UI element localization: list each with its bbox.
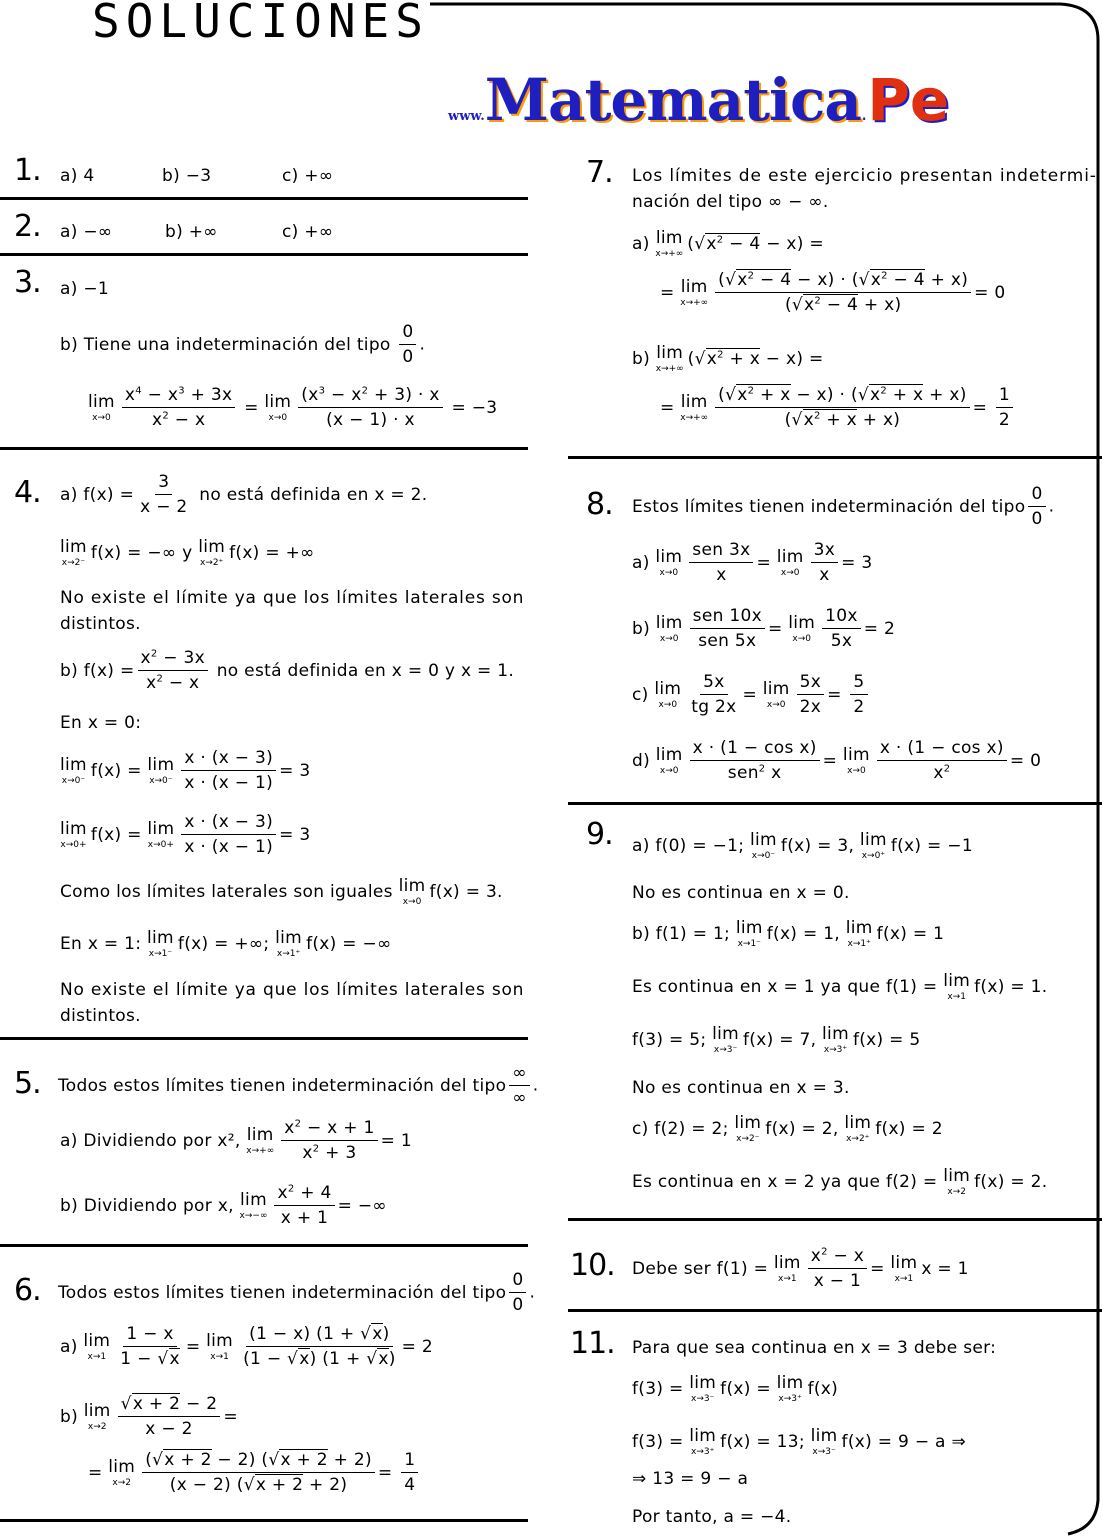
divider — [0, 253, 528, 256]
divider — [0, 447, 528, 450]
text: Es continua en x = 1 ya que f(1) = — [632, 976, 938, 997]
equation: a) lim x→+∞ $(√x^2 - 4 - x)$ = — [632, 228, 824, 259]
divider — [568, 1309, 1102, 1312]
text: b) Dividiendo por x, — [60, 1195, 234, 1216]
section-number: 7. — [586, 155, 613, 190]
section-number: 11. — [570, 1326, 615, 1361]
text: distintos. — [60, 614, 141, 634]
equation: = lim x→2 $\frac{(√x + 2 - 2) (√x + 2 + 2)}{(x - 2) (√x + 2 + 2)}$ = $\frac{1}{4}$ — [88, 1450, 421, 1495]
equation: b) lim x→0 $\frac{\text{sen 10x}}{\text{sen 5x}}$ = lim x→0 $\frac{10x}{5x}$ = 2 — [632, 606, 896, 651]
equation: ⇒ 13 = 9 − a — [632, 1469, 749, 1489]
text: Es continua en x = 2 ya que f(2) = — [632, 1171, 938, 1192]
equation: = lim x→+∞ $\frac{(√x^2 - 4 - x) \cdot (√x^2 - 4 + x)}{(√x^2 - 4 + x)}$ = 0 — [660, 270, 1006, 315]
equation: Debe ser f(1) = lim x→1 $\frac{x^2 - x}{x - 1}$ = lim x→1 x = 1 — [632, 1246, 969, 1291]
equation: Es continua en x = 1 ya que f(1) = lim x→1 f(x) = 1. — [632, 971, 1048, 1002]
section-number: 2. — [14, 209, 41, 244]
text: Por tanto, a = −4. — [632, 1507, 792, 1527]
page-title: SOLUCIONES — [92, 0, 429, 48]
section-number: 1. — [14, 153, 41, 188]
section-number: 3. — [14, 265, 41, 300]
text: Estos límites tienen indeterminación del tipo — [632, 496, 1026, 517]
divider — [0, 197, 528, 200]
equation: b) f(1) = 1; lim x→1⁻ f(x) = 1, lim x→1⁺ f(x) = 1 — [632, 918, 945, 949]
text: En x = 1: — [60, 933, 142, 954]
equation: lim x→0⁻ f(x) = lim x→0⁻ $\frac{x \cdot (x - 3)}{x \cdot (x - 1)}$ = 3 — [60, 748, 311, 793]
divider — [568, 1218, 1102, 1221]
equation: Como los límites laterales son iguales lim x→0 f(x) = 3. — [60, 876, 503, 907]
text: a) f(0) = −1; — [632, 835, 745, 856]
divider — [0, 1244, 528, 1247]
equation: Todos estos límites tienen indeterminación del tipo $\frac{\infty}{\infty}$ . — [58, 1063, 539, 1108]
answer-a: a) 4 — [60, 166, 95, 186]
equation: b) lim x→+∞ $(√x^2 + x - x)$ = — [632, 343, 824, 374]
equation: f(3) = 5; lim x→3⁻ f(x) = 7, lim x→3⁺ f(x) = 5 — [632, 1024, 921, 1055]
equation: c) lim x→0 $\frac{5x}{tg 2x}$ = lim x→0 $\frac{5x}{2x}$ = $\frac{5}{2}$ — [632, 672, 871, 717]
text: f(x) = 3. — [429, 881, 503, 902]
text: f(3) = 5; — [632, 1029, 707, 1050]
text: Como los límites laterales son iguales — [60, 881, 393, 902]
equation: a) f(x) = $\frac{3}{x - 2}$ no está definida en x = 2. — [60, 472, 428, 517]
equation: a) Dividiendo por x², lim x→+∞ $\frac{x^2 - x + 1}{x^2 + 3}$ = 1 — [60, 1118, 412, 1163]
text: Todos estos límites tienen indeterminación del tipo — [58, 1075, 507, 1096]
text: No existe el límite ya que los límites laterales son — [60, 980, 525, 1000]
equation: a) f(0) = −1; lim x→0⁻ f(x) = 3, lim x→0⁺ f(x) = −1 — [632, 830, 973, 861]
text: Para que sea continua en x = 3 debe ser: — [632, 1338, 997, 1358]
divider — [0, 1037, 528, 1040]
equation: f(3) = lim x→3⁺ f(x) = 13; lim x→3⁻ f(x) = 9 − a ⇒ — [632, 1426, 967, 1457]
equation: c) f(2) = 2; lim x→2⁻ f(x) = 2, lim x→2⁺ f(x) = 2 — [632, 1113, 943, 1144]
equation: lim x→0+ f(x) = lim x→0+ $\frac{x \cdot (x - 3)}{x \cdot (x - 1)}$ = 3 — [60, 812, 311, 857]
equation: f(3) = lim x→3⁻ f(x) = lim x→3⁺ f(x) — [632, 1373, 839, 1404]
answer-b: b) +∞ — [165, 222, 218, 242]
logo-brand: Matematica — [484, 66, 861, 134]
equation: b) Dividiendo por x, lim x→−∞ $\frac{x^2 + 4}{x + 1}$ = −∞ — [60, 1183, 387, 1228]
equation: lim x→0 $\frac{x^4 - x^3 + 3x}{x^2 - x}$ = lim x→0 $\frac{(x^3 - x^2 + 3) \cdot x}{(x - 1) \cdot x}$ = −3 — [88, 385, 498, 430]
answer-b-text: b) Tiene una indeterminación del tipo — [60, 334, 391, 355]
equation: Todos estos límites tienen indeterminación del tipo $\frac{0}{0}$ . — [58, 1270, 536, 1315]
text: No existe el límite ya que los límites laterales son — [60, 588, 525, 608]
text: Todos estos límites tienen indeterminación del tipo — [58, 1282, 507, 1303]
equation: Es continua en x = 2 ya que f(2) = lim x→2 f(x) = 2. — [632, 1166, 1048, 1197]
answer-c: c) +∞ — [282, 166, 334, 186]
answer-a: a) −∞ — [60, 222, 113, 242]
equation: Estos límites tienen indeterminación del tipo $\frac{0}{0}$ . — [632, 484, 1055, 529]
answer-a: a) −1 — [60, 279, 110, 299]
text: No es continua en x = 3. — [632, 1078, 850, 1098]
divider — [568, 802, 1102, 805]
text: nación del tipo ∞ − ∞. — [632, 192, 829, 212]
logo-dot: . — [860, 101, 868, 125]
logo-prefix: www. — [448, 109, 485, 124]
text: c) f(2) = 2; — [632, 1118, 729, 1139]
equation: a) lim x→0 $\frac{\text{sen 3x}}{x}$ = lim x→0 $\frac{3x}{x}$ = 3 — [632, 540, 873, 585]
answer-c: c) +∞ — [282, 222, 334, 242]
section-number: 4. — [14, 475, 41, 510]
text: b) f(1) = 1; — [632, 923, 731, 944]
equation: b) lim x→2 $\frac{√x + 2 - 2}{x - 2}$ = — [60, 1394, 238, 1439]
section-number: 10. — [570, 1248, 615, 1283]
text: distintos. — [60, 1006, 141, 1026]
text: En x = 0: — [60, 713, 142, 733]
text: a) Dividiendo por x², — [60, 1130, 241, 1151]
result: = −3 — [451, 397, 498, 418]
text: no está definida en x = 0 y x = 1. — [216, 660, 515, 681]
section-number: 5. — [14, 1066, 41, 1101]
answer-b: b) Tiene una indeterminación del tipo $\frac{0}{0}$ . — [60, 322, 426, 367]
text: No es continua en x = 0. — [632, 883, 850, 903]
text: Debe ser f(1) = — [632, 1258, 769, 1279]
equation: a) lim x→1 $\frac{1 - x}{1 - √x}$ = lim x→1 $\frac{(1 - x) (1 + √x)}{(1 - √x) (1 + √x)}$ = 2 — [60, 1324, 434, 1369]
equation: En x = 1: lim x→1⁻ f(x) = +∞; lim x→1⁺ f(x) = −∞ — [60, 928, 392, 959]
equation: b) f(x) = $\frac{x^2 - 3x}{x^2 - x}$ no está definida en x = 0 y x = 1. — [60, 648, 515, 693]
section-number: 6. — [14, 1273, 41, 1308]
divider — [568, 456, 1102, 459]
section-number: 8. — [586, 487, 613, 522]
text: no está definida en x = 2. — [199, 484, 428, 505]
equation: d) lim x→0 $\frac{\text{x · (1 − cos x)}}{sen^2 x}$ = lim x→0 $\frac{\text{x · (1 − cos x)}}{x^2}$ = 0 — [632, 738, 1042, 783]
equation: lim x→2⁻ f(x) = −∞ y lim x→2⁺ f(x) = +∞ — [60, 537, 315, 568]
text: Los límites de este ejercicio presentan indetermi- — [632, 166, 1097, 186]
logo-suffix: Pe — [867, 66, 950, 134]
site-logo[interactable] — [448, 66, 949, 146]
equation: = lim x→+∞ $\frac{(√x^2 + x - x) \cdot (√x^2 + x + x)}{(√x^2 + x + x)}$ = $\frac{1}{2}$ — [660, 385, 1016, 430]
section-number: 9. — [586, 817, 613, 852]
answer-b: b) −3 — [162, 166, 212, 186]
divider — [0, 1519, 528, 1522]
